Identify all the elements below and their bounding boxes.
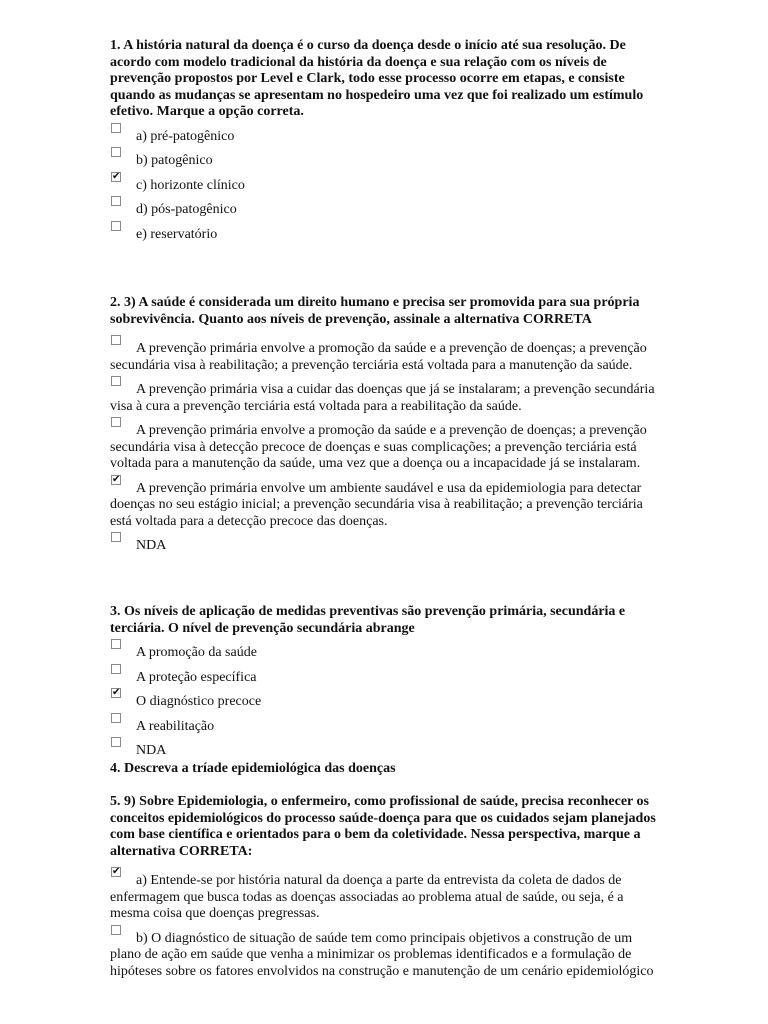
checkbox[interactable] xyxy=(111,147,121,157)
option-label: c) horizonte clínico xyxy=(136,177,245,193)
question-3 xyxy=(110,604,658,760)
option-label: b) patogênico xyxy=(136,153,213,168)
option-label: a) pré-patogênico xyxy=(136,128,235,144)
checkbox[interactable] xyxy=(111,417,121,427)
checkbox[interactable] xyxy=(111,664,121,674)
checkbox[interactable] xyxy=(111,123,121,133)
question-text: 3. Os níveis de aplicação de medidas preventivas são prevenção primária, secundária e terciária. O nível de prevenção secundária abrange xyxy=(110,604,626,636)
option-3[interactable] xyxy=(110,694,658,711)
option-label: O diagnóstico precoce xyxy=(136,694,262,709)
checkbox[interactable] xyxy=(111,532,121,542)
option-label: e) reservatório xyxy=(136,226,218,242)
option-1[interactable] xyxy=(110,341,658,374)
checkbox[interactable] xyxy=(111,376,121,386)
question-1 xyxy=(110,38,658,243)
option-2[interactable] xyxy=(110,670,658,687)
checkbox[interactable] xyxy=(111,221,121,231)
option-5[interactable] xyxy=(110,538,658,555)
option-2[interactable] xyxy=(110,382,658,415)
option-1[interactable] xyxy=(110,645,658,662)
option-label: NDA xyxy=(136,538,167,553)
option-3[interactable] xyxy=(110,423,658,473)
option-label: A proteção específica xyxy=(136,669,257,685)
option-label: d) pós-patogênico xyxy=(136,202,237,217)
option-5[interactable] xyxy=(110,743,658,760)
option-e[interactable] xyxy=(110,227,658,244)
option-label: A prevenção primária envolve a promoção da saúde e a prevenção de doenças; a prevenção secundária visa à detecção precoce de doenças e suas complicações; a prevenção terciária está voltada para a manutenção da saúde, uma vez que a doença ou a incapacidade já se instalaram. xyxy=(110,423,647,471)
option-label: NDA xyxy=(136,743,167,758)
checkbox-checked[interactable] xyxy=(111,172,121,182)
checkbox[interactable] xyxy=(111,737,121,747)
checkbox-checked[interactable] xyxy=(111,867,121,877)
question-text: 2. 3) A saúde é considerada um direito humano e precisa ser promovida para sua própria sobrevivência. Quanto aos níveis de prevenção, assinale a alternativa CORRETA xyxy=(110,295,640,327)
question-2 xyxy=(110,295,658,555)
option-label: A reabilitação xyxy=(136,718,215,734)
option-4[interactable] xyxy=(110,481,658,531)
checkbox[interactable] xyxy=(111,639,121,649)
checkbox-checked[interactable] xyxy=(111,688,121,698)
option-b[interactable] xyxy=(110,153,658,170)
checkbox[interactable] xyxy=(111,925,121,935)
option-label: A prevenção primária envolve um ambiente saudável e usa da epidemiologia para detectar doenças no seu estágio inicial; a prevenção secundária visa à reabilitação; a prevenção terciária está voltada para a detecção precoce das doenças. xyxy=(110,480,643,529)
option-label: A prevenção primária envolve a promoção da saúde e a prevenção de doenças; a prevenção secundária visa à reabilitação; a prevenção terciária está voltada para a manutenção da saúde. xyxy=(110,341,647,373)
question-text: 5. 9) Sobre Epidemiologia, o enfermeiro, como profissional de saúde, precisa reconhecer os conceitos epidemiológicos do processo saúde-doença para que os cuidados sejam planejados com base científica e orientados para o bem da coletividade. Nessa perspectiva, marque a alternativa CORRETA: xyxy=(110,794,656,859)
option-4[interactable] xyxy=(110,719,658,736)
option-d[interactable] xyxy=(110,202,658,219)
option-c[interactable] xyxy=(110,178,658,195)
checkbox-checked[interactable] xyxy=(111,475,121,485)
option-label: a) Entende-se por história natural da doença a parte da entrevista da coleta de dados de enfermagem que busca todas as doenças associadas ao problema atual de saúde, ou seja, é a mesma coisa que doenças pregressas. xyxy=(110,873,624,921)
option-label: A promoção da saúde xyxy=(136,645,257,660)
option-b[interactable] xyxy=(110,931,658,981)
checkbox[interactable] xyxy=(111,335,121,345)
option-label: A prevenção primária visa a cuidar das doenças que já se instalaram; a prevenção secundária visa à cura a prevenção terciária está voltada para a reabilitação da saúde. xyxy=(110,382,655,414)
question-5 xyxy=(110,794,658,980)
question-4 xyxy=(110,761,658,778)
option-a[interactable] xyxy=(110,873,658,923)
checkbox[interactable] xyxy=(111,713,121,723)
option-label: b) O diagnóstico de situação de saúde tem como principais objetivos a construção de um plano de ação em saúde que venha a minimizar os problemas identificados e a formulação de hipóteses sobre os fatores envolvidos na construção e manutenção de um cenário epidemiológico xyxy=(110,930,654,979)
question-text: 1. A história natural da doença é o curso da doença desde o início até sua resolução. De acordo com modelo tradicional da história da doença e sua relação com os níveis de prevenção propostos por Level e Clark, todo esse processo ocorre em etapas, e consiste quando as mudanças se apresentam no hospedeiro uma vez que foi realizado um estímulo efetivo. Marque a opção correta. xyxy=(110,38,644,119)
question-text: 4. Descreva a tríade epidemiológica das doenças xyxy=(110,761,396,776)
checkbox[interactable] xyxy=(111,196,121,206)
option-a[interactable] xyxy=(110,129,658,146)
